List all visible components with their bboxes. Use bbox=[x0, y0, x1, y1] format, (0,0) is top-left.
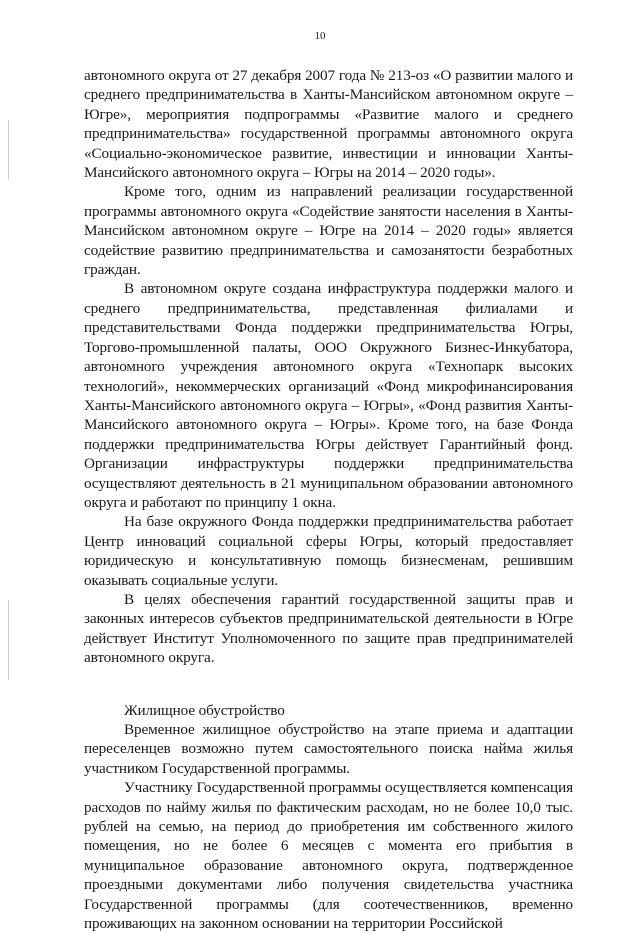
paragraph: Временное жилищное обустройство на этапе приема и адаптации переселенцев возможно путем самостоятельного поиска найма жилья участником Государственной программы. bbox=[84, 721, 573, 777]
paragraph: Кроме того, одним из направлений реализации государственной программы автономного округа «Содействие занятости населения в Ханты-Мансийском автономном округе – Югре на 2014 – 2020 годы» является содействие развитию предпринимательства и самозанятости безработных граждан. bbox=[84, 183, 573, 279]
section-heading: Жилищное обустройство bbox=[124, 701, 285, 719]
paragraph: В целях обеспечения гарантий государственной защиты прав и законных интересов субъектов предпринимательской деятельности в Югре действует Институт Уполномоченного по защите прав предпринимателей автономного округа. bbox=[84, 590, 573, 667]
paragraph: В автономном округе создана инфраструктура поддержки малого и среднего предпринимательства, представленная филиалами и представительствами Фонда поддержки предпринимательства Югры, Торгово-промышленной палаты, ООО Окружного Бизнес-Инкубатора, автономного учреждения автономного округа «Технопарк высоких технологий», некоммерческих организаций «Фонд микрофинансирования Ханты-Мансийского автономного округа – Югры», «Фонд развития Ханты-Мансийского автономного округа – Югры». Кроме того, на базе Фонда поддержки предпринимательства Югры действует Гарантийный фонд. Организации инфраструктуры поддержки предпринимательства осуществляют деятельность в 21 муниципальном образовании автономного округа и работают по принципу 1 окна. bbox=[84, 280, 573, 511]
scan-margin-mark bbox=[8, 600, 9, 680]
paragraph: автономного округа от 27 декабря 2007 года № 213-оз «О развитии малого и среднего предпринимательства в Ханты-Мансийском автономном округе – Югре», мероприятия подпрограммы «Развитие малого и среднего предпринимательства» государственной программы автономного округа «Социально-экономическое развитие, инвестиции и инновации Ханты-Мансийского автономного округа – Югры на 2014 – 2020 годы». bbox=[84, 67, 573, 182]
paragraph: Участнику Государственной программы осуществляется компенсация расходов по найму жилья по фактическим расходам, но не более 10,0 тыс. рублей на семью, на период до приобретения им собственного жилого помещения, но не более 6 месяцев с момента его прибытия в муниципальное образование автономного округа, подтвержденное проездными документами либо получения свидетельства участника Государственной программы (для соотечественников, временно проживающих на законном основании на территории Российской bbox=[84, 779, 573, 933]
page-number: 10 bbox=[314, 30, 326, 42]
document-body bbox=[84, 66, 573, 933]
paragraph: На базе окружного Фонда поддержки предпринимательства работает Центр инноваций социальной сферы Югры, который предоставляет юридическую и консультативную помощь бизнесменам, решившим оказывать социальные услуги. bbox=[84, 513, 573, 589]
scan-margin-mark bbox=[8, 120, 9, 180]
